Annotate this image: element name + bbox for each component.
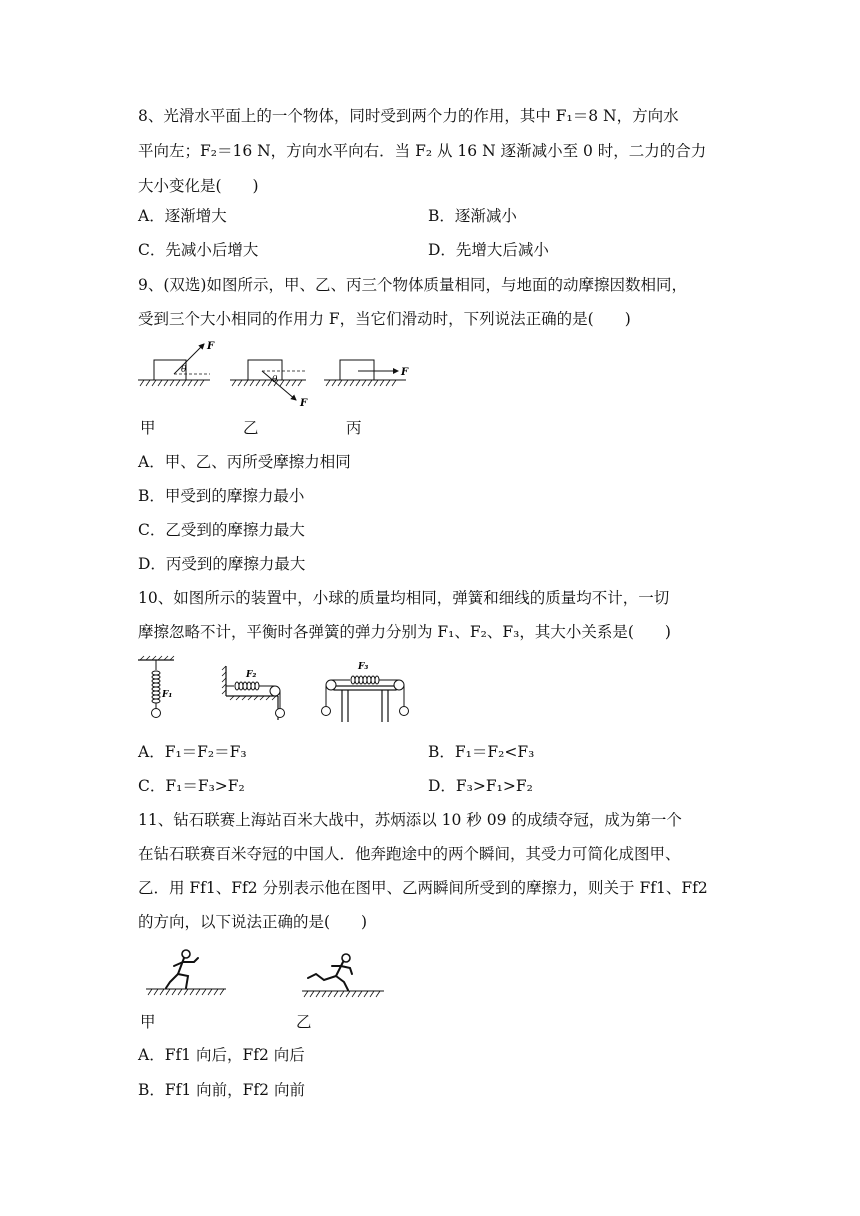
q9-block-jia xyxy=(138,341,215,386)
q10-label-f1: F₁ xyxy=(162,690,173,700)
q9-option-d: D．丙受到的摩擦力最大 xyxy=(138,555,306,573)
q9-force-label-yi: F xyxy=(300,398,308,409)
q11-ground-jia xyxy=(146,989,226,995)
q10-label-f2: F₂ xyxy=(246,670,257,680)
q10-line-1: 10、如图所示的装置中，小球的质量均相同，弹簧和细线的质量均不计，一切 xyxy=(138,589,670,607)
q10-option-b: B．F₁＝F₂<F₃ xyxy=(428,743,535,761)
q11-ground-yi xyxy=(302,991,384,997)
q11-runner-yi xyxy=(308,954,352,990)
q8-line-1: 8、光滑水平面上的一个物体，同时受到两个力的作用，其中 F₁＝8 N，方向水 xyxy=(138,107,679,125)
q9-caption-bing: 丙 xyxy=(346,419,362,437)
q10-figure xyxy=(130,656,420,728)
q8-line-3: 大小变化是( ) xyxy=(138,177,259,195)
q9-angle-label-yi: θ xyxy=(272,375,278,385)
q8-option-c: C．先减小后增大 xyxy=(138,241,259,259)
q9-option-c: C．乙受到的摩擦力最大 xyxy=(138,521,305,539)
q9-caption-yi: 乙 xyxy=(243,419,259,437)
q11-line-1: 11、钻石联赛上海站百米大战中，苏炳添以 10 秒 09 的成绩夺冠，成为第一个 xyxy=(138,811,682,829)
q11-runner-jia xyxy=(166,950,198,988)
q11-line-4: 的方向，以下说法正确的是( ) xyxy=(138,913,368,931)
q10-option-a: A．F₁＝F₂＝F₃ xyxy=(138,743,247,761)
q9-force-label-bing: F xyxy=(401,367,409,378)
q10-label-f3: F₃ xyxy=(358,662,369,672)
q9-block-bing xyxy=(324,360,409,386)
q10-device-2 xyxy=(222,666,285,720)
q9-block-yi xyxy=(230,360,308,409)
q9-line-1: 9、(双选)如图所示，甲、乙、丙三个物体质量相同，与地面的动摩擦因数相同， xyxy=(138,276,687,294)
q11-caption-jia: 甲 xyxy=(140,1013,156,1031)
q9-force-label-jia: F xyxy=(207,341,215,352)
q11-option-a: A．Ff1 向后，Ff2 向后 xyxy=(138,1046,305,1064)
q10-line-2: 摩擦忽略不计，平衡时各弹簧的弹力分别为 F₁、F₂、F₃，其大小关系是( ) xyxy=(138,623,671,641)
q11-figure xyxy=(140,944,390,1004)
q8-option-b: B．逐渐减小 xyxy=(428,207,517,225)
q11-caption-yi: 乙 xyxy=(296,1013,312,1031)
q8-option-a: A．逐渐增大 xyxy=(138,207,227,225)
q11-line-3: 乙．用 Ff1、Ff2 分别表示他在图甲、乙两瞬间所受到的摩擦力，则关于 Ff1、Ff2 xyxy=(138,879,708,897)
q10-option-c: C．F₁＝F₃>F₂ xyxy=(138,777,245,795)
q10-option-d: D．F₃>F₁>F₂ xyxy=(428,777,533,795)
q9-figure xyxy=(130,336,430,416)
q10-device-3 xyxy=(322,662,409,722)
q11-option-b: B．Ff1 向前，Ff2 向前 xyxy=(138,1081,305,1099)
q9-option-a: A．甲、乙、丙所受摩擦力相同 xyxy=(138,453,351,471)
q8-option-d: D．先增大后减小 xyxy=(428,241,549,259)
q9-angle-label-jia: θ xyxy=(181,365,187,375)
q11-line-2: 在钻石联赛百米夺冠的中国人．他奔跑途中的两个瞬间，其受力可简化成图甲、 xyxy=(138,845,681,863)
q9-line-2: 受到三个大小相同的作用力 F，当它们滑动时，下列说法正确的是( ) xyxy=(138,310,631,328)
q8-line-2: 平向左；F₂＝16 N，方向水平向右．当 F₂ 从 16 N 逐渐减小至 0 时，二力的合力 xyxy=(138,142,707,160)
q10-device-1 xyxy=(138,656,174,718)
q9-caption-jia: 甲 xyxy=(140,419,156,437)
q9-option-b: B．甲受到的摩擦力最小 xyxy=(138,487,305,505)
